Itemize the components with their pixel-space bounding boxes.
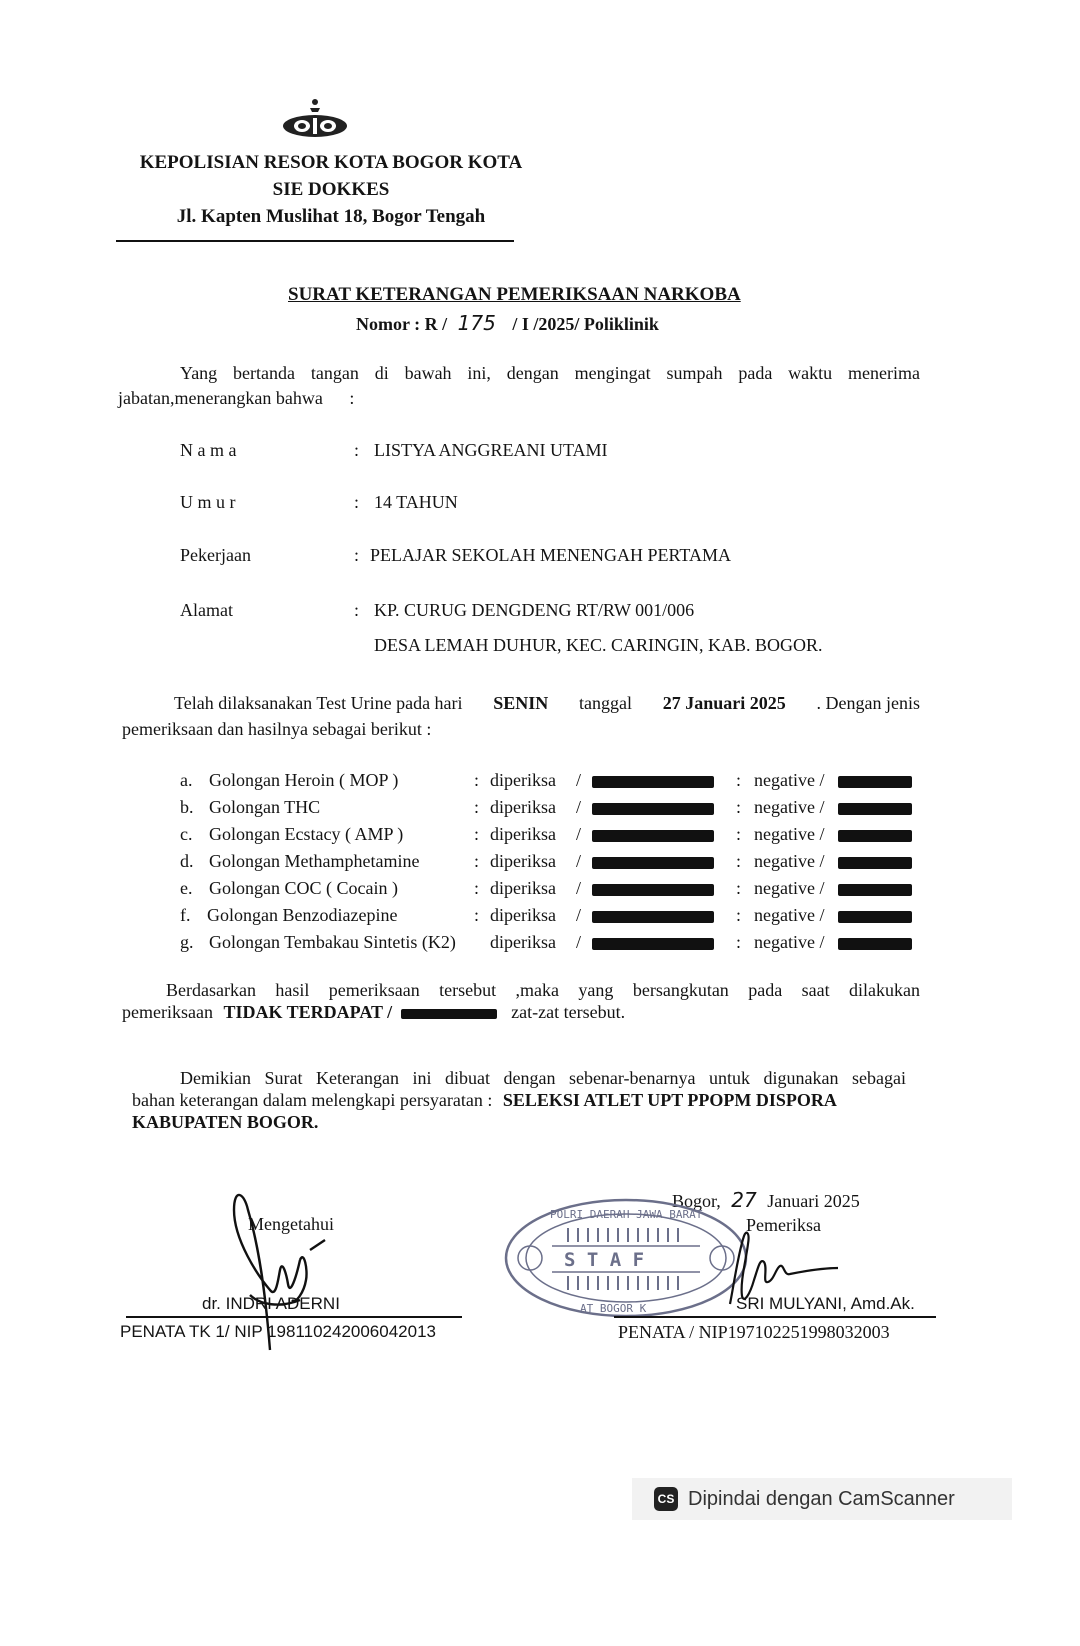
redaction-mark bbox=[838, 911, 912, 923]
camscanner-text: Dipindai dengan CamScanner bbox=[688, 1487, 955, 1510]
redaction-mark bbox=[592, 857, 714, 869]
test-name: Golongan Benzodiazepine bbox=[207, 905, 398, 925]
redaction-mark bbox=[592, 938, 714, 950]
test-name: Golongan Ecstacy ( AMP ) bbox=[209, 824, 404, 844]
conclusion-line-2 bbox=[122, 1002, 625, 1023]
test-letter: e. bbox=[180, 878, 193, 898]
field-name-value: LISTYA ANGGREANI UTAMI bbox=[374, 440, 608, 460]
test-name: Golongan COC ( Cocain ) bbox=[209, 878, 398, 898]
redaction-mark bbox=[838, 938, 912, 950]
closing-line-1: Demikian Surat Keterangan ini dibuat dengan sebenar-benarnya untuk digunakan sebagai bbox=[180, 1068, 906, 1088]
redaction-mark bbox=[592, 884, 714, 896]
test-result: negative / bbox=[754, 824, 825, 844]
redaction-mark bbox=[592, 776, 714, 788]
closing-line-2 bbox=[132, 1090, 837, 1111]
list-item: b. Golongan THC : diperiksa / : negative / bbox=[180, 797, 920, 824]
test-result: negative / bbox=[754, 770, 825, 790]
left-signer-rank-nip: PENATA TK 1/ NIP 198110242006042013 bbox=[120, 1322, 436, 1341]
intro-line-2 bbox=[118, 388, 354, 409]
test-name: Golongan Methamphetamine bbox=[209, 851, 420, 871]
test-checked: diperiksa bbox=[490, 770, 556, 790]
redaction-mark bbox=[592, 911, 714, 923]
sign-day-handwritten: 27 bbox=[731, 1188, 757, 1212]
test-name: Golongan Tembakau Sintetis (K2) bbox=[209, 932, 456, 952]
institution-address: Jl. Kapten Muslihat 18, Bogor Tengah bbox=[176, 206, 486, 227]
list-item: g. Golongan Tembakau Sintetis (K2) diperiksa / : negative / bbox=[180, 932, 920, 959]
field-age-colon: : bbox=[354, 492, 360, 512]
test-letter: a. bbox=[180, 770, 193, 790]
field-address-line-1: KP. CURUG DENGDENG RT/RW 001/006 bbox=[374, 600, 695, 620]
redaction-mark bbox=[401, 1009, 497, 1019]
right-signer-rank-nip: PENATA / NIP197102251998032003 bbox=[618, 1322, 890, 1342]
list-item: c. Golongan Ecstacy ( AMP ) : diperiksa / : negative / bbox=[180, 824, 920, 851]
test-date: 27 Januari 2025 bbox=[662, 693, 786, 713]
header-divider bbox=[116, 240, 514, 242]
test-checked: diperiksa bbox=[490, 905, 556, 925]
test-intro-line-1 bbox=[174, 693, 920, 714]
conclusion-result: TIDAK TERDAPAT / bbox=[223, 1002, 393, 1022]
test-letter: b. bbox=[180, 797, 194, 817]
list-item: e. Golongan COC ( Cocain ) : diperiksa / : negative / bbox=[180, 878, 920, 905]
camscanner-watermark bbox=[632, 1478, 1012, 1520]
document-number-suffix: / I /2025/ Poliklinik bbox=[512, 314, 659, 334]
document-number-handwritten: 175 bbox=[457, 311, 496, 335]
field-age-value: 14 TAHUN bbox=[374, 492, 458, 512]
redaction-mark bbox=[838, 776, 912, 788]
test-checked: diperiksa bbox=[490, 932, 556, 952]
redaction-mark bbox=[838, 857, 912, 869]
department-name: SIE DOKKES bbox=[272, 179, 390, 200]
camscanner-logo-icon: CS bbox=[654, 1487, 678, 1511]
redaction-mark bbox=[838, 884, 912, 896]
stamp-center-text: S T A F bbox=[564, 1249, 645, 1271]
test-checked: diperiksa bbox=[490, 797, 556, 817]
intro-line-1: Yang bertanda tangan di bawah ini, dengan mengingat sumpah pada waktu menerima bbox=[180, 363, 920, 383]
left-signer-role: Mengetahui bbox=[248, 1214, 334, 1234]
test-result: negative / bbox=[754, 905, 825, 925]
test-intro-line-2: pemeriksaan dan hasilnya sebagai berikut : bbox=[122, 719, 432, 739]
test-result-list bbox=[180, 770, 920, 959]
closing-line-3: KABUPATEN BOGOR. bbox=[132, 1112, 319, 1132]
document-number-prefix: Nomor : R / bbox=[356, 314, 448, 334]
test-result: negative / bbox=[754, 797, 825, 817]
document-number bbox=[356, 311, 659, 335]
field-address-colon: : bbox=[354, 600, 360, 620]
test-name: Golongan THC bbox=[209, 797, 321, 817]
redaction-mark bbox=[592, 830, 714, 842]
redaction-mark bbox=[838, 803, 912, 815]
document-title: SURAT KETERANGAN PEMERIKSAAN NARKOBA bbox=[288, 284, 741, 305]
right-signer-role: Pemeriksa bbox=[746, 1215, 821, 1235]
left-signature-line bbox=[126, 1316, 462, 1318]
institution-name: KEPOLISIAN RESOR KOTA BOGOR KOTA bbox=[139, 152, 523, 173]
test-checked: diperiksa bbox=[490, 824, 556, 844]
test-result: negative / bbox=[754, 851, 825, 871]
test-checked: diperiksa bbox=[490, 878, 556, 898]
closing-text-a: bahan keterangan dalam melengkapi persyaratan : bbox=[132, 1090, 493, 1110]
test-checked: diperiksa bbox=[490, 851, 556, 871]
intro-line-2-text: jabatan,menerangkan bahwa bbox=[118, 388, 323, 408]
stamp-bottom-text: AT BOGOR K bbox=[580, 1302, 647, 1315]
test-intro-text-b: tanggal bbox=[579, 693, 633, 713]
intro-line-2-colon: : bbox=[349, 388, 355, 408]
field-age-label: U m u r bbox=[180, 492, 236, 512]
list-item: a. Golongan Heroin ( MOP ) : diperiksa / : negative / bbox=[180, 770, 920, 797]
police-emblem-logo bbox=[280, 96, 350, 140]
test-intro-text-a: Telah dilaksanakan Test Urine pada hari bbox=[174, 693, 463, 713]
test-intro-text-c: . Dengan jenis bbox=[816, 693, 920, 713]
stamp-top-text: POLRI DAERAH JAWA BARAT bbox=[550, 1208, 703, 1221]
official-stamp-icon bbox=[502, 1196, 750, 1320]
left-signer-name: dr. INDRI ADERNI bbox=[202, 1294, 340, 1313]
test-letter: g. bbox=[180, 932, 194, 952]
sign-month-year: Januari 2025 bbox=[767, 1191, 860, 1211]
list-item: f. Golongan Benzodiazepine : diperiksa / : negative / bbox=[180, 905, 920, 932]
right-signature-line bbox=[614, 1316, 936, 1318]
list-item: d. Golongan Methamphetamine : diperiksa / : negative / bbox=[180, 851, 920, 878]
field-job-label: Pekerjaan bbox=[180, 545, 251, 565]
conclusion-line-1: Berdasarkan hasil pemeriksaan tersebut ,maka yang bersangkutan pada saat dilakukan bbox=[166, 980, 920, 1000]
field-name-colon: : bbox=[354, 440, 360, 460]
test-letter: c. bbox=[180, 824, 193, 844]
conclusion-text-a: pemeriksaan bbox=[122, 1002, 213, 1022]
test-result: negative / bbox=[754, 878, 825, 898]
redaction-mark bbox=[838, 830, 912, 842]
test-result: negative / bbox=[754, 932, 825, 952]
conclusion-text-b: zat-zat tersebut. bbox=[511, 1002, 626, 1022]
test-letter: d. bbox=[180, 851, 194, 871]
test-name: Golongan Heroin ( MOP ) bbox=[209, 770, 399, 790]
right-signer-name: SRI MULYANI, Amd.Ak. bbox=[736, 1294, 915, 1313]
test-day: SENIN bbox=[493, 693, 549, 713]
field-address-label: Alamat bbox=[180, 600, 233, 620]
sign-place: Bogor, bbox=[672, 1191, 721, 1211]
test-letter: f. bbox=[180, 905, 191, 925]
closing-purpose: SELEKSI ATLET UPT PPOPM DISPORA bbox=[502, 1090, 837, 1110]
field-job-value: PELAJAR SEKOLAH MENENGAH PERTAMA bbox=[370, 545, 731, 565]
field-address-line-2: DESA LEMAH DUHUR, KEC. CARINGIN, KAB. BOGOR. bbox=[374, 635, 823, 655]
redaction-mark bbox=[592, 803, 714, 815]
field-name-label: N a m a bbox=[180, 440, 237, 460]
field-job-colon: : bbox=[354, 545, 360, 565]
